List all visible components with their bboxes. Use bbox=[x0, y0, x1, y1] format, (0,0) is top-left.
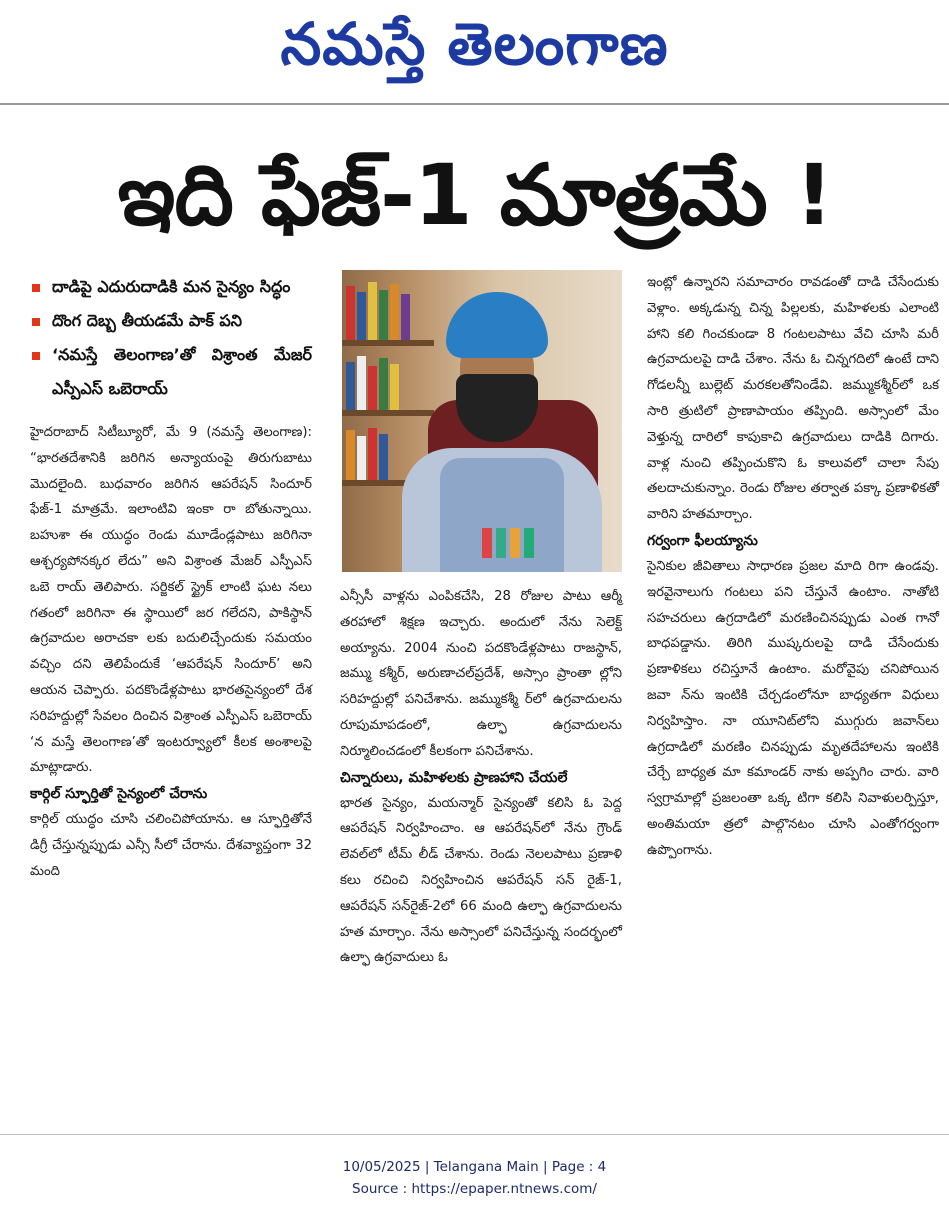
highlight-item: దాడిపై ఎదురుదాడికి మన సైన్యం సిద్ధం bbox=[30, 270, 312, 304]
medal-icon bbox=[496, 528, 506, 558]
masthead bbox=[0, 0, 949, 100]
footer bbox=[0, 1156, 949, 1200]
masthead-logo: నమస్తే తెలంగాణ bbox=[280, 10, 669, 78]
footer-divider bbox=[0, 1134, 949, 1135]
article-column-1 bbox=[30, 270, 312, 885]
footer-source-link[interactable]: Source : https://epaper.ntnews.com/ bbox=[352, 1181, 597, 1197]
article-column-3 bbox=[647, 270, 939, 864]
footer-edition-info: 10/05/2025 | Telangana Main | Page : 4 bbox=[342, 1159, 607, 1175]
body-paragraph: హైదరాబాద్ సిటీబ్యూరో, మే 9 (నమస్తే తెలంగాణ): “భారతదేశానికి జరిగిన అన్యాయంపై తిరుగుబాటు మొదలైంది. బుధవారం జరిగిన ఆపరేషన్ సిందూర్ ఫేజ్-1 మాత్రమే. ఇలాంటివి ఇంకా రా బోతున్నాయి. బహుశా ఈ యుద్ధం రెండు మూడేండ్లపాటు జరిగినా ఆశ్చర్యపోనక్కర లేదు” అని విశ్రాంత మేజర్ ఎస్పీఎస్ ఒబె రాయ్ తెలిపారు. సర్జికల్ స్ట్రైక్ లాంటి ఘట నలు గతంలో జరిగినా ఈ స్థాయిలో జర గలేదని, పాకిస్థాన్ ఉగ్రవాదుల అరాచకా లకు బదులిచ్చేందుకు సమయం వచ్చిం దని తెలిపేందుకే ‘ఆపరేషన్ సిందూర్’ అని ఆయన చెప్పారు. పదకొండేళ్లపాటు భారతసైన్యంలో దేశ సరిహద్దుల్లో సేవలం దించిన విశ్రాంత ఎస్పీఎస్ ఒబెరాయ్ ‘న మస్తే తెలంగాణ’తో ఇంటర్వ్యూలో కీలక అంశాలపై మాట్లాడారు. bbox=[30, 425, 312, 776]
medal-icon bbox=[482, 528, 492, 558]
body-paragraph: భారత సైన్యం, మయన్మార్ సైన్యంతో కలిసి ఓ పెద్ద ఆపరేషన్ నిర్వహించాం. ఆ ఆపరేషన్‌లో నేను గ్రౌండ్ లెవల్‌లో టీమ్ లీడ్ చేశాను. రెండు నెలలపాటు ప్రణాళి కలు రచించి నిర్వహించిన ఆపరేషన్ సన్ రైజ్-1, ఆపరేషన్ సన్‌రైజ్-2లో 66 మంది ఉల్ఫా ఉగ్రవాదులను హత మార్చాం. నేను అస్సాంలో పనిచేస్తున్న సందర్భంలో ఉల్ఫా ఉగ్రవాదులు ఓ bbox=[340, 795, 622, 966]
subheading: చిన్నారులు, మహిళలకు ప్రాణహాని చేయలే bbox=[340, 769, 568, 786]
body-paragraph: ఇంట్లో ఉన్నారని సమాచారం రావడంతో దాడి చేసేందుకు వెళ్లాం. అక్కడున్న చిన్న పిల్లలకు, మహిళలకు ఎలాంటి హాని కలి గించకుండా 8 గంటలపాటు వేచి చూసి మరీ ఉగ్రవాదులపై దాడి చేశాం. నేను ఓ చిన్నగదిలో ఉంటే దాని గోడలన్నీ బుల్లెట్ మరకలతోనిండేవి. జమ్ముకశ్మీర్‌లో ఒక సారి త్రుటిలో ప్రాణాపాయం తప్పింది. అస్సాంలో మేం వెళ్తున్న దారిలో కాపుకాచి ఉగ్రవాదులు దాడికి దిగారు. వాళ్ల నుంచి తప్పించుకొని ఓ కాలువలో చాలా సేపు తలదాచుకున్నాం. రెండు రోజుల తర్వాత పక్కా ప్రణాళికతో వారిని హతమార్చాం. bbox=[647, 275, 939, 523]
portrait-photo bbox=[342, 270, 622, 572]
bookshelf bbox=[342, 340, 434, 346]
subheading: గర్వంగా ఫీలయ్యాను bbox=[647, 532, 758, 549]
highlights-list bbox=[30, 270, 312, 406]
highlight-item: ‘నమస్తే తెలంగాణ’తో విశ్రాంత మేజర్ ఎస్పీఎస్ ఒబెరాయ్ bbox=[30, 338, 312, 406]
masthead-divider bbox=[0, 103, 949, 105]
highlight-item: దొంగ దెబ్బ తీయడమే పాక్ పని bbox=[30, 304, 312, 338]
body-paragraph: సైనికుల జీవితాలు సాధారణ ప్రజల మాది రిగా ఉండవు. ఇరవైనాలుగు గంటలు పని చేస్తునే ఉంటాం. నాతోటి సహచరులు ఉగ్రదాడిలో మరణించినప్పుడు ఎంత గానో బాధపడ్డాను. తిరిగి ముష్కరులపై దాడి చేసేందుకు ప్రణాళికలు రచిస్తూనే ఉంటాం. మరోవైపు చనిపోయిన జవా న్‌ను ఇంటికి చేర్చడంలోనూ బాధ్యతగా విధులు నిర్వహిస్తాం. నా యూనిట్‌లోని ముగ్గురు జవాన్‌లు ఉగ్రదాడిలో మరణిం చినప్పుడు మృతదేహాలను ఇంటికి చేర్చే బాధ్యత మా కమాండర్ నాకు అప్పగిం చారు. వారి స్వగ్రామాల్లో ప్రజలంతా ఒక్క టిగా కలిసి నివాళులర్పిస్తూ, అంతిమయా త్రలో పాల్గొనటం చూసి ఎంతోగర్వంగా ఉప్పొంగాను. bbox=[647, 558, 939, 858]
subheading: కార్గిల్ స్ఫూర్తితో సైన్యంలో చేరాను bbox=[30, 786, 208, 803]
body-paragraph: కార్గిల్ యుద్ధం చూసి చలించిపోయాను. ఆ స్ఫూర్తితోనే డిగ్రీ చేస్తున్నప్పుడు ఎన్సీ సీలో చేరాను. దేశవ్యాప్తంగా 32 మంది bbox=[30, 812, 312, 879]
turban bbox=[446, 292, 548, 358]
article-column-2 bbox=[340, 584, 622, 971]
medal-icon bbox=[524, 528, 534, 558]
headline: ఇది ఫేజ్-1 మాత్రమే ! bbox=[117, 146, 833, 244]
body-paragraph: ఎన్సీసీ వాళ్లను ఎంపికచేసి, 28 రోజుల పాటు ఆర్మీ తరహాలో శిక్షణ ఇచ్చారు. అందులో నేను సెలెక్ట్ అయ్యాను. 2004 నుంచి పదకొండేళ్లపాటు రాజస్థాన్, జమ్ము కశ్మీర్, అరుణాచల్‌ప్రదేశ్, అస్సాం ప్రాంతా ల్లోని సరిహద్దుల్లో పనిచేశాను. జమ్ముకశ్మీ ర్‌లో ఉగ్రవాదులను రూపుమాపడంలో, ఉల్ఫా ఉగ్రవాదులను నిర్మూలించడంలో కీలకంగా పనిచేశాను. bbox=[340, 589, 622, 759]
bookshelf bbox=[342, 410, 434, 416]
medal-icon bbox=[510, 528, 520, 558]
